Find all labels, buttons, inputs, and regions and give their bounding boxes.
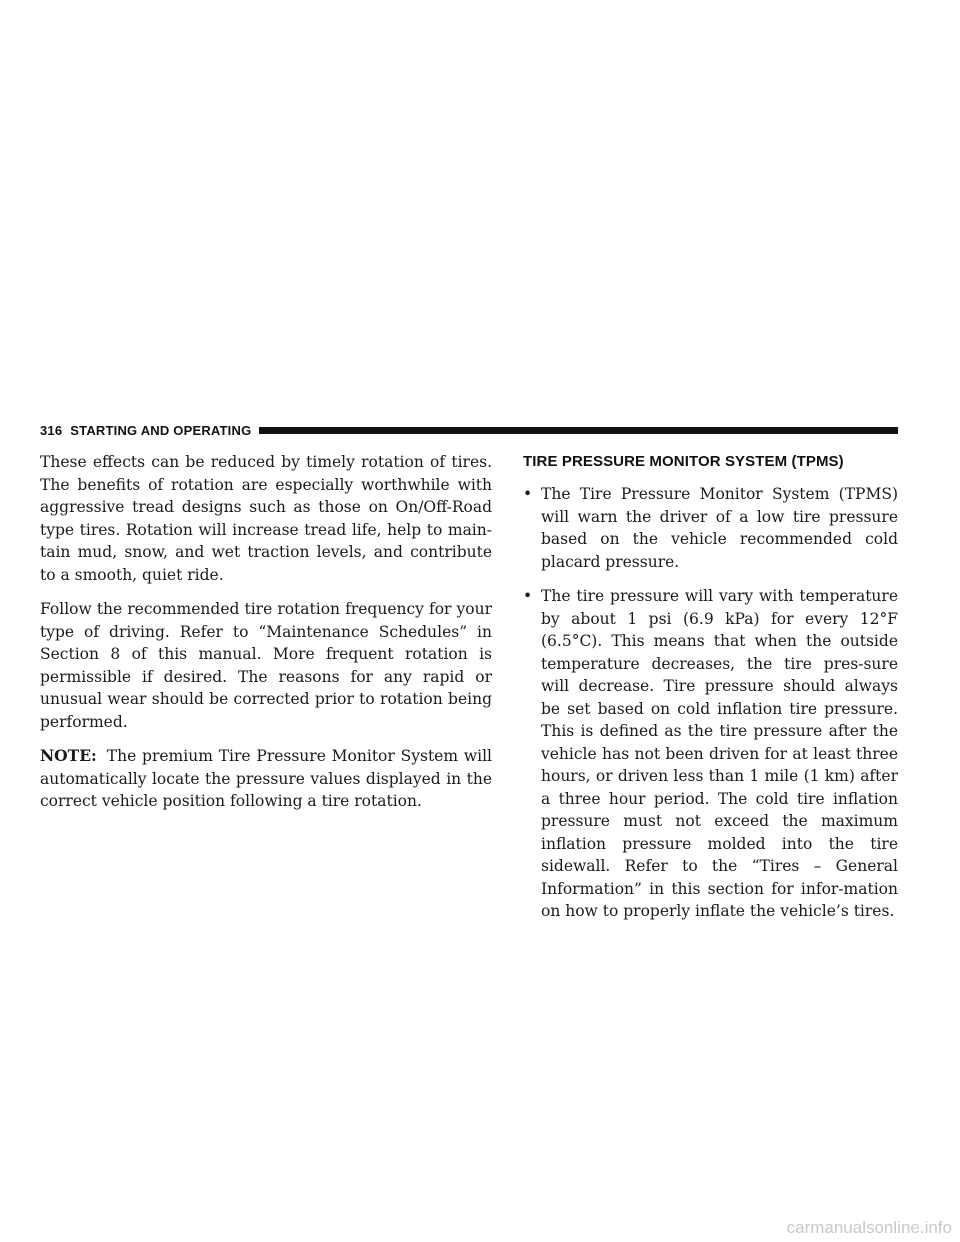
page-number: 316 [40,422,63,438]
tpms-heading: TIRE PRESSURE MONITOR SYSTEM (TPMS) [523,453,844,470]
note-label: NOTE: [40,746,97,765]
note-paragraph [40,745,492,813]
bullet-item-temperature [523,585,898,923]
paragraph-tire-rotation-effects: These effects can be reduced by timely rotation of tires. The benefits of rotation are especially worthwhile with aggressive tread designs such as those on On/Off-Road type tires. Rotation will increase tread life, help to main-tain mud, snow, and wet traction levels, and contribute to a smooth, quiet ride. [40,453,492,584]
bullet-icon: • [523,485,533,503]
bullet-icon: • [523,587,533,605]
note-text: The premium Tire Pressure Monitor System will automatically locate the pressure values displayed in the correct vehicle position following a tire rotation. [40,747,492,810]
right-column [523,451,898,935]
bullet-item-tpms-warning [523,483,898,573]
left-column [40,451,492,825]
paragraph-rotation-frequency: Follow the recommended tire rotation frequency for your type of driving. Refer to “Maintenance Schedules” in Section 8 of this manual. More frequent rotation is permissible if desired. The reasons for any rapid or unusual wear should be corrected prior to rotation being performed. [40,600,492,731]
bullet-text: The Tire Pressure Monitor System (TPMS) will warn the driver of a low tire pressure based on the vehicle recommended cold placard pressure. [541,485,898,571]
header-rule [259,427,898,434]
page-header [40,420,898,440]
watermark: carmanualsonline.info [786,1218,952,1237]
bullet-text: The tire pressure will vary with temperature by about 1 psi (6.9 kPa) for every 12°F (6.5°C). This means that when the outside temperature decreases, the tire pres-sure will decrease. Tire pressure should always be set based on cold inflation tire pressure. This is defined as the tire pressure after the vehicle has not been driven for at least three hours, or driven less than 1 mile (1 km) after a three hour period. The cold tire inflation pressure must not exceed the maximum inflation pressure molded into the tire sidewall. Refer to the “Tires – General Information” in this section for infor-mation on how to properly inflate the vehicle’s tires. [541,587,898,920]
section-title: STARTING AND OPERATING [70,422,252,438]
